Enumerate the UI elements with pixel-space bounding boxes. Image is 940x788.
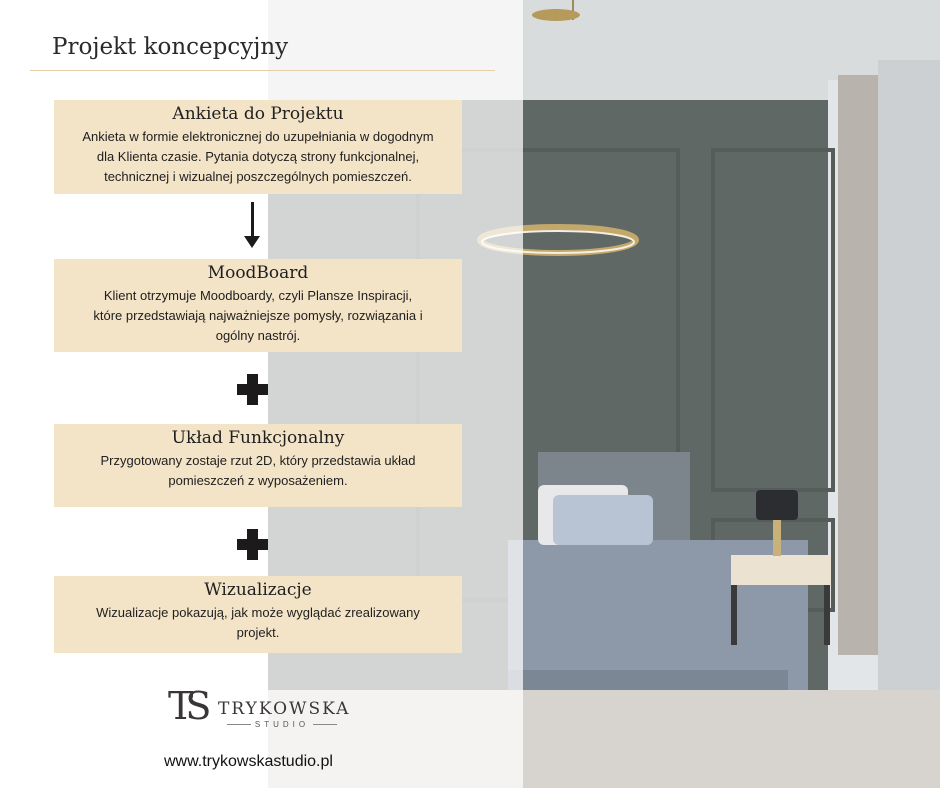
plus-icon — [237, 529, 268, 560]
step-description — [64, 286, 452, 346]
website-link[interactable]: www.trykowskastudio.pl — [164, 753, 333, 770]
step-card-moodboard — [54, 259, 462, 352]
title-divider — [30, 70, 495, 71]
step-card-visualizations — [54, 576, 462, 653]
studio-logo — [168, 683, 358, 733]
step-card-layout — [54, 424, 462, 507]
step-line: ogólny nastrój. — [215, 328, 301, 343]
step-title: MoodBoard — [207, 263, 309, 283]
step-line: Ankieta w formie elektronicznej do uzupełniania w dogodnym — [82, 129, 434, 144]
step-card-survey — [54, 100, 462, 194]
logo-name: TRYKOWSKA — [218, 699, 351, 719]
step-description — [64, 451, 452, 491]
page-title: Projekt koncepcyjny — [52, 34, 289, 60]
step-line: dla Klienta czasie. Pytania dotyczą strony funkcjonalnej, — [96, 149, 420, 164]
step-title: Wizualizacje — [204, 580, 312, 600]
step-line: pomieszczeń z wyposażeniem. — [168, 473, 348, 488]
step-line: które przedstawiają najważniejsze pomysły, rozwiązania i — [93, 308, 423, 323]
step-line: Przygotowany zostaje rzut 2D, który przedstawia układ — [100, 453, 416, 468]
step-line: Wizualizacje pokazują, jak może wyglądać zrealizowany — [96, 605, 420, 620]
plus-icon — [237, 374, 268, 405]
logo-subtitle-text: STUDIO — [254, 720, 310, 729]
step-description — [64, 127, 452, 187]
step-line: Klient otrzymuje Moodboardy, czyli Plansze Inspiracji, — [103, 288, 413, 303]
arrow-down-icon-head — [244, 236, 260, 248]
step-line: technicznej i wizualnej poszczególnych pomieszczeń. — [104, 169, 412, 184]
step-title: Układ Funkcjonalny — [171, 428, 345, 448]
arrow-down-icon — [251, 202, 254, 240]
step-title: Ankieta do Projektu — [172, 104, 344, 124]
step-line: projekt. — [236, 625, 280, 640]
logo-monogram: TS — [168, 684, 204, 728]
step-description — [64, 603, 452, 643]
logo-subtitle — [218, 720, 346, 729]
